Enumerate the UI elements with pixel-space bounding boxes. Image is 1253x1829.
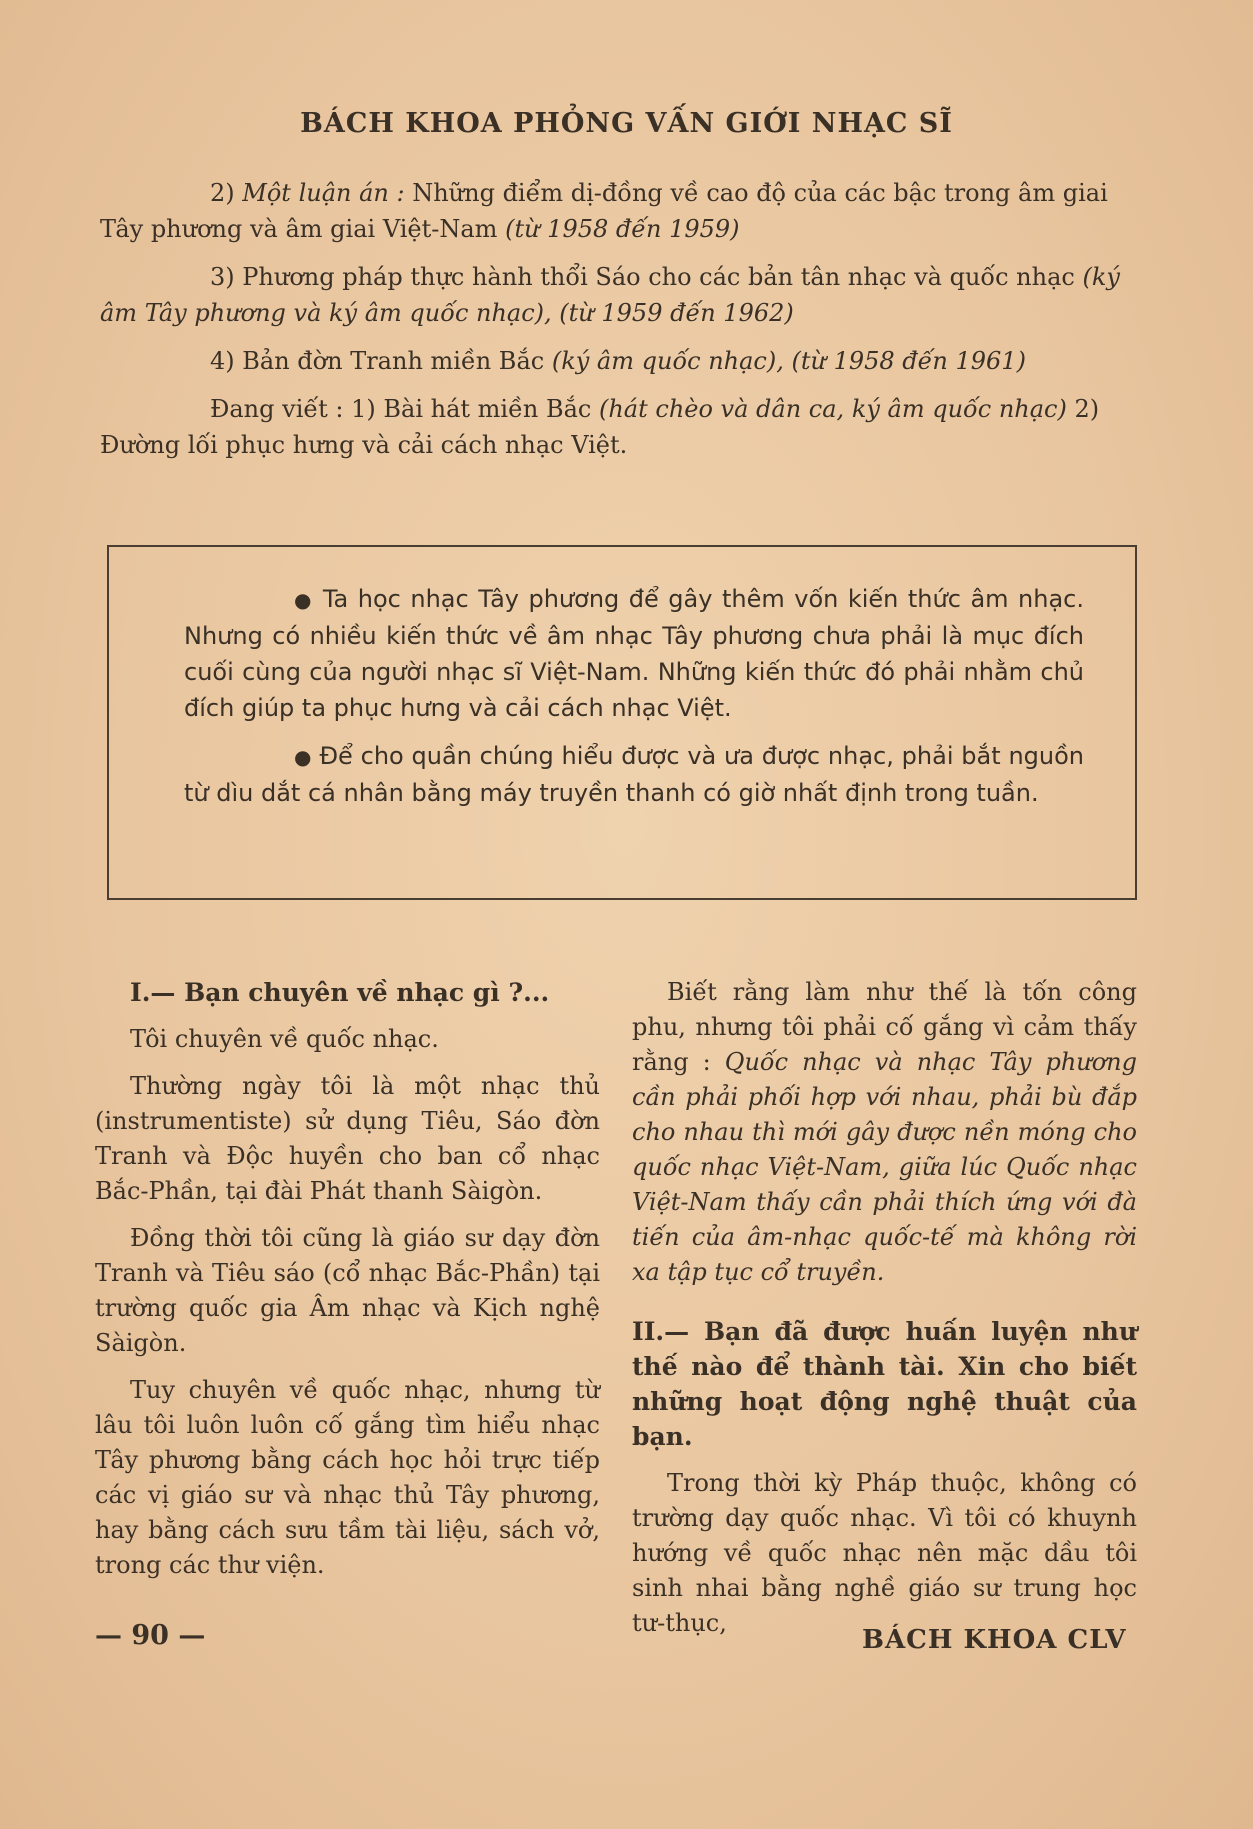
question-1: I.— Bạn chuyên về nhạc gì ?... [130,978,550,1007]
work-item-4 [100,343,1150,379]
left-column [95,975,600,1595]
quote-box [107,545,1137,900]
writing-item-note: (hát chèo và dân ca, ký âm quốc nhạc) [598,395,1067,423]
answer-paragraph-2: Thường ngày tôi là một nhạc thủ (instrumentiste) sử dụng Tiêu, Sáo đờn Tranh và Độc huyền cho ban cổ nhạc Bắc-Phần, tại đài Phát thanh Sàigòn. [95,1072,600,1205]
work-item-4-text: 4) Bản đờn Tranh miền Bắc [210,347,552,375]
work-item-2-label: Một luận án : [242,179,405,207]
answer-paragraph-1: Tôi chuyên về quốc nhạc. [130,1025,439,1053]
answer-paragraph-5-italic: Quốc nhạc và nhạc Tây phương cần phải phối hợp với nhau, phải bù đắp cho nhau thì mới gây được nền móng cho quốc nhạc Việt-Nam, giữa lúc Quốc nhạc Việt-Nam thấy cần phải thích ứng với đà tiến của âm-nhạc quốc-tế mà không rời xa tập tục cổ truyền. [632,1048,1138,1286]
works-list [100,175,1150,475]
work-item-3-note: (ký âm Tây phương và ký âm quốc nhạc), (từ 1959 đến 1962) [100,263,1120,327]
question-2: II.— Bạn đã được huấn luyện như thế nào để thành tài. Xin cho biết những hoạt động nghệ thuật của bạn. [632,1317,1137,1451]
work-item-2-date: (từ 1958 đến 1959) [505,215,740,243]
work-item-4-note: (ký âm quốc nhạc), (từ 1958 đến 1961) [551,347,1026,375]
quote-paragraph-2-text: Để cho quần chúng hiểu được và ưa được nhạc, phải bắt nguồn từ dìu dắt cá nhân bằng máy truyền thanh có giờ nhất định trong tuần. [184,742,1085,807]
answer-paragraph-5-text: Biết rằng làm như thế là tốn công phu, nhưng tôi phải cố gắng vì cảm thấy rằng : [632,978,1137,1076]
quote-box-content [184,581,1084,823]
work-item-2 [100,175,1150,247]
writing-item-text: Đang viết : 1) Bài hát miền Bắc [210,395,599,423]
work-item-2-prefix: 2) [210,179,243,207]
quote-paragraph-1-text: Ta học nhạc Tây phương để gây thêm vốn kiến thức âm nhạc. Nhưng có nhiều kiến thức về âm nhạc Tây phương chưa phải là mục đích cuối cùng của người nhạc sĩ Việt-Nam. Những kiến thức đó phải nhằm chủ đích giúp ta phục hưng và cải cách nhạc Việt. [184,585,1084,722]
work-item-3-text: 3) Phương pháp thực hành thổi Sáo cho các bản tân nhạc và quốc nhạc [210,263,1083,291]
page-header: BÁCH KHOA PHỎNG VẤN GIỚI NHẠC SĨ [300,108,953,139]
answer-paragraph-4: Tuy chuyên về quốc nhạc, nhưng từ lâu tôi luôn luôn cố gắng tìm hiểu nhạc Tây phương bằng cách học hỏi trực tiếp các vị giáo sư và nhạc thủ Tây phương, hay bằng cách sưu tầm tài liệu, sách vở, trong các thư viện. [95,1376,600,1579]
work-item-2-text: Những điểm dị-đồng về cao độ của các bậc trong âm giai Tây phương và âm giai Việt-Nam [100,179,1108,243]
writing-item-text-2: 2) Đường lối phục hưng và cải cách nhạc Việt. [100,395,1100,459]
quote-paragraph-2 [184,738,1084,811]
quote-paragraph-1 [184,581,1084,726]
bullet-icon: ● [294,745,312,769]
answer-paragraph-6: Trong thời kỳ Pháp thuộc, không có trường dạy quốc nhạc. Vì tôi có khuynh hướng về quốc nhạc nên mặc dầu tôi sinh nhai bằng nghề giáo sư trung học tư-thục, [632,1469,1137,1637]
work-item-3 [100,259,1150,331]
writing-item [100,391,1150,463]
right-column [632,975,1137,1653]
answer-paragraph-5 [632,975,1137,1290]
page-number: — 90 — [95,1620,206,1651]
answer-paragraph-3: Đồng thời tôi cũng là giáo sư dạy đờn Tranh và Tiêu sáo (cổ nhạc Bắc-Phần) tại trường quốc gia Âm nhạc và Kịch nghệ Sàigòn. [95,1224,600,1357]
bullet-icon: ● [294,588,314,612]
issue-label: BÁCH KHOA CLV [862,1625,1127,1655]
